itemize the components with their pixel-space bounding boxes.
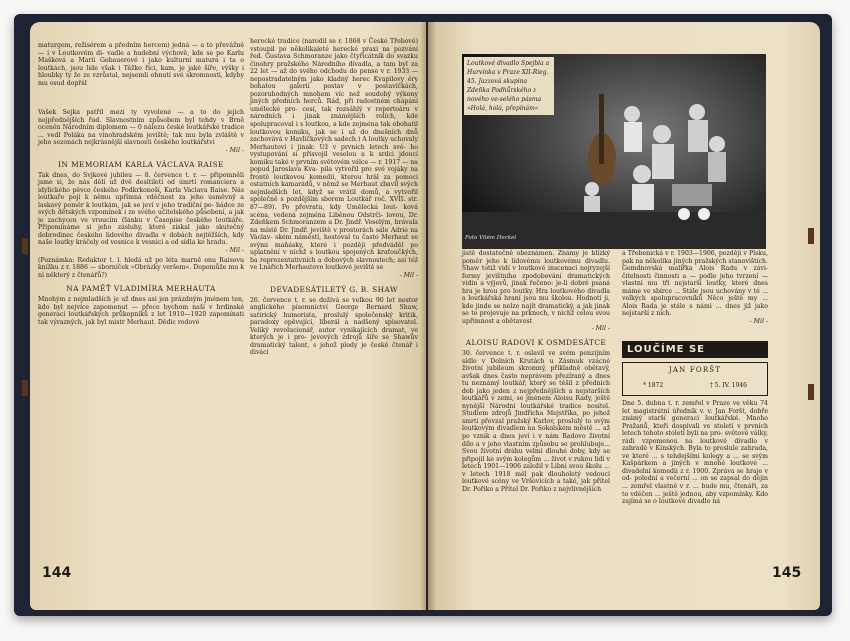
text-line: jménem Aloisu Rady, ještě nynější Národní [462,395,610,410]
signature: - Mil - [225,247,244,255]
text-line: Merhaut zbavil svých nejmladších let, [250,181,418,196]
text-line: válce — r. 1917 — na popud Jaroslava Kva- [250,158,418,174]
text-line: divadelní komedii z r. 1900. Zpráva se hraje v od- [622,467,768,483]
signature: - Mil - [591,325,610,333]
text-line: tu neznámý loutkář, který se těšil z [462,380,583,388]
text-line: ském náměstí, hostoval tu často Merhaut se [275,234,418,242]
text-line: 74 let magistrátní úředník v. v. Jan Foršt, [622,400,768,415]
text-line: Gemdnovská malířka Alois Radu v závi- [622,265,768,273]
text-line: jako čtyřicátník do svazku činohry pražského [250,53,419,68]
text-line: Mašková a Marii Gebauerové i jako kulturní [38,57,196,65]
right-col-2-obituary-text [622,400,768,506]
text-line: formy jevištního zpodobování dramatických [462,272,610,280]
text-line: Shaw, satirický humorista, proslulý společenský [250,304,418,319]
text-line: nejstarší z nich. [622,310,672,318]
text-line: vynikajících dramat, ve kterých je i pro- [250,326,418,342]
text-line: divadlo v zahradě v Kinských. Byla to proslule [622,437,768,453]
text-line: hraní jsou mu školou. Hodnotí ji, [504,295,611,303]
text-line: proslulý to svým loutkovým divadlem [462,417,610,433]
left-col-1 [38,42,244,326]
text-line: lovou, Dr. Zdeňkem Schmoranzem a Dr. Jindř. [250,211,418,227]
text-line: po jehož smrti převzal pražský Karlov, [462,410,610,425]
obituary-box [622,362,768,396]
text-line: ... bude mu, čtenáři, za to vděčen [622,483,768,498]
text-line: na Sokolském městě ... až po vznik [462,425,610,441]
text-line: sezonách nejkrásnější slavnosti českého [53,139,182,147]
text-line: svého odchodu do pense v r. 1933 — [299,68,418,76]
text-line: Třebové) vstoupil po několikaleté herecké [250,38,418,53]
text-line: zejména tak obohatil loutkovou komiku, [250,121,419,136]
text-line: praxi na pozvání řed. Gustava Schmoranze [250,45,418,61]
text-line: jdoucí komiku také v prvním světovém [250,151,418,166]
text-line: jak se i až do dnešních dnů zachovává v [250,128,418,144]
text-line: zapomenut — přece bychom naší v hrdinské [93,303,244,311]
text-line: Havlíčkových sadech.) A loutky uchovaly [290,136,418,144]
text-line: loutkovou komedii, kterou hrál za [273,173,396,181]
text-line: kráčely od vesnice k vesnici a od sídla [75,239,198,247]
editor-note: (Poznámka: Redaktor t. l. hledá už po léta marně onu Raisovu knížku z r. 1886 — sborníček »Obrázky veršem«. Dopomůže mu k ní některý z čtenářů?) [38,256,244,279]
text-line: slavnostech; asi též ve Lnářích [250,256,418,272]
text-line: loutkářství [181,139,215,147]
text-line: jeho zásluhy, které získal jako skutečný [98,224,244,232]
text-line: zahrada, ve které ... s tehdejšími [622,445,768,460]
text-line: loutkového divadla a loutkářská [462,287,610,303]
text-line: velmi dlouhé doby, kdy se připojil [462,448,610,463]
article-heading-rada: ALOISU RADOVI K OSMDESÁTCE [465,338,607,348]
text-line: — vlastní mu tři nejstarší loutky, které [622,272,768,288]
text-line: zachycen ve vroucím článku v Časopise [47,216,187,224]
text-line: nestor anglického písemnictví George Bernard [250,296,418,312]
binding-clip [22,238,28,254]
text-line: vzpomínky. Kdo zajímá se o loutkové divadlo ná [622,490,768,506]
text-line: pozoruhodných mnohem víc než soudobý [250,90,397,98]
text-line: kritik, paradoxy opěvující, liberál a nadšený [250,311,418,327]
text-line: v prvních letech tohoto století byli na pro- [622,422,768,438]
text-line: ve Vršovicích a také, jak přítel Dr. Pořiko [462,478,610,493]
text-line: výkony jiných předních herců. Rád, [250,90,418,106]
right-col-2 [622,250,768,325]
text-line: ková scéna, vedená zejména Liběnou Odstrči- [250,204,418,219]
text-line: lidí v letech 1901—1906 založil [462,455,610,471]
text-line: a Třebenická v r. 1903—1906, později v Písku, [622,250,768,257]
text-line: matura i ta o loutkách, jsou lide však i [38,57,244,72]
text-line: 26. července t. r. se dožívá se velkou 90 let [250,296,398,304]
page-number-left: 144 [42,565,72,581]
left-page [30,22,426,610]
text-line: Tak dnes, do Svjkové jubileu — 8. července [38,171,186,179]
text-line: jeviště; tak mu byla zvláště v jeho [38,131,244,147]
text-line: talent, s jehož plody je české čtenář i diváci [250,341,418,357]
signature: - Mil - [399,271,418,279]
text-line: dnes máme ve sbírce ... Stále [622,280,768,295]
text-line: a obětavost [496,317,533,325]
text-line: předních dob jako jeden z nejpřednějších [462,380,610,395]
obituary-born: * 1872 [643,382,664,389]
text-line: a nejstarších loutkářů v zemi, se [462,387,610,403]
binding-clip [808,384,814,400]
binding-clip [808,228,814,244]
text-line: v Libni svou školu ... v letech 1918 [462,463,610,478]
text-line: jistě dostatečně obeznámen. Známy je blízký [462,250,610,257]
text-line: jen prázdným jménem ten, kdo byl nejvíce [38,296,244,311]
text-line: dobře známý starší generaci loutkářské. [622,407,768,423]
text-line: Mnoho Pražanů, kteří dospívali ve století [622,415,768,430]
text-line: stále s námi ... dnes již jako [670,302,768,310]
text-line: životní jubileum skromný, příkladně obětavý, [462,365,610,373]
article-heading-merhaut: NA PAMĚŤ VLADIMÍRA MERHAUTA [66,284,216,294]
text-line: Dne 5. dubna t. r. zemřel v Praze ve věku [622,400,761,407]
text-line: spolupracovníků [650,295,708,303]
signature: - Mil - [749,317,768,325]
text-line: když se vrátil domů, a vytvořil společně s [250,188,418,204]
text-line: k loutkám, jak se jeví v jeho tradiční po- [86,201,217,209]
book-gutter [420,22,436,610]
text-line: kde spolupracoval i s loutkou, a kde [250,113,418,129]
text-line: t. r. — připomněli jsme si, že nás dělí už dvě [38,171,244,187]
text-line: a dnes jeví i v nám Radovo životní dílo [462,433,610,448]
binding-clip [22,380,28,396]
text-line: avšak dnes často neprávem přezíraný a dnes [462,372,610,380]
text-line: spisovatel. Veliký revolucionář, autor [250,319,418,334]
text-line: loutkářské tradice nositel. Studiem [462,402,610,418]
text-line: diplomem — 0 nálezu české loutkářské [96,124,222,132]
text-line: pak na několika jiných pražských stanovištích. [622,257,768,265]
photo-credit: Foto Vilém Heckel [465,235,517,241]
text-line: a jak jinak se to projevuje na [462,302,610,318]
text-line: pěvce českého Podkrkonoší, Karla Václava [72,186,210,194]
text-line: ty že ze vzrůstal, nejsemli ohnutí své [65,72,187,80]
signature: - Mil - [225,147,244,155]
text-line: světové války, rádi vzpomenou na loutkové [622,430,768,445]
text-line: Těžko říci, kam, je jaké šíře, výšky i hloubky [38,64,244,80]
left-col-2 [250,38,418,357]
text-line: jevových zdrojů šíře se Shawův dramatický [250,334,418,349]
text-line: Merhautovi i jinak: Už v prvních letech své- [250,143,411,151]
right-col-1 [462,250,610,493]
text-line: sídle v Dolních Krutách u Zásmuk vzácné [462,357,610,365]
obituary-name: JAN FORŠT [668,366,722,374]
text-line: polední a večerní ... on se zapsal [634,475,743,483]
text-line: kolegy a ... se svým Kašpárkem [622,452,769,468]
text-line: nejpřednějších řad. Slavnostním způsobem [38,116,185,124]
text-line: maturgem, režisérem a předním hercem) [38,42,173,49]
text-line: jeviště v prostorách sále Adrie na Václav- [250,226,418,242]
text-line: Merhautovo loutkové jeviště se [285,264,384,272]
text-line: českého loutkáře. Připomínáme si [38,216,244,232]
article-heading-rais: IN MEMORIAM KARLA VÁCLAVA RAISE [58,159,224,169]
text-line: při radostném chápání umělecké pro- [250,98,419,113]
text-line: svého učitelského působení, a jak je [38,209,245,224]
text-line: uplatnění v nichž s loutkou spojených [250,249,378,257]
article-heading-shaw: DEVADESÁTILETÝ G. B. SHAW [270,284,398,294]
text-line: psaná hra je hrou pro loutky. Hra [462,280,610,295]
text-line: měl pak dlouholetý vedoucí loutkové scény [462,470,610,486]
text-line: herecké tradice (narodil se r. 1868 v České [250,38,390,45]
text-line: prknech, v nichž celou svou upřímnost [462,310,610,325]
text-line: Vašek Sejka patřil mezi ty vyvolené — a to do jejich [38,109,244,117]
text-line: dobrodinec českého lidového divadla [38,231,163,239]
text-line: Shaw totiž vidí v loutkové inscenaci nejryzejší [462,265,610,273]
text-line: Něco ještě my ... Alois Rada je [622,295,768,310]
text-line: poměr jeho k lidovému loutkovému divadlu. [462,257,610,265]
text-line: jak byl mistr Merhaut. Dědic rodové [85,318,200,326]
text-line: byl tehdy v Brně oceněn Národním [38,116,244,132]
text-line: v národních i jinak známějších rolích, [250,105,418,121]
text-line: generaci loutkářských průkopníků z let [38,311,169,319]
text-line: pomoci ostatních kamarádů, v němž se [250,173,418,189]
text-line: desítiletí od úmrtí romanciera a idylického [38,179,245,194]
text-line: zdrojů Jindřicha Mejstříka, [491,410,583,418]
text-line: str. 87—89). Po převratu, kdy Umělecká lout- [250,196,418,212]
text-line: nepostradatelným jako kladný herec Kvapilovy éry [250,75,418,83]
text-line: cesí, tak rozsáhlý v repertoáru [302,105,415,113]
text-line: vděčnost za jeho úsměvný a laskavý poměr [38,194,244,209]
text-line: a v jeho vlastním způsobu se [475,440,570,448]
text-line: vadle a hudební výchově, kde se po Karlu [107,49,244,57]
text-line: do dějin ... zemřel vlastně v r. [622,475,768,491]
photo-caption: Loutkové divadlo Spejbla a Hurvínka v Praze XII-Rieg. 45. Jazzová skupina Zdeňka Podhůrského z nového ve-selého pásma »Holá, holá, přepínám« [464,57,554,115]
text-line: v dobách nejtěžších, kdy naše loutky [38,231,244,247]
text-line: bohatou galerií postav v postavičkách, [250,83,418,91]
text-line: ho vystupování si přisvojil veselou a k srdci [250,143,418,159]
text-line: ... ještě jednou, aby [654,490,719,498]
text-line: čitelnosti činnosti a — podle jeho tvrzení [622,272,762,280]
text-line: kraťoučkých, ba reprezentativních a dobových [250,249,418,264]
page-number-right: 145 [772,565,802,581]
text-line: Raise. Nás loutkaře pojí k němu upřímná [38,186,244,202]
text-line: 30. července t. r. oslavil ve svém penzijním [462,350,610,358]
text-line: prohlubuje... Svou životní dráhu [462,440,610,456]
section-bar-loucime-se: LOUČÍME SE [622,341,768,358]
text-line: pozdějším sborem Loutkář roč. XVII. [286,196,409,204]
text-line: vidin a výjevů, jinak řečeno: je-li dobré [462,280,592,288]
text-line: a jiných v mnohé loutkové ... [662,460,769,468]
text-line: tradice ... vedl Poláka na vinohradském [38,124,244,139]
text-line: Národního divadla, a tam byl za 22 let — až do [250,60,418,76]
text-line: svými maňásky, které i později předváděl po [250,241,418,249]
text-line: skromnosti, kdyby mu osud dopřál [38,72,244,87]
text-line: ke hradu. [197,239,228,247]
text-line: kde jinde se nelze najít dramatický, [462,302,577,310]
text-line: jsou uchovány v té ... velkých [622,287,768,303]
text-line: pila vytvořil pro své vojáky na frontě [250,166,418,181]
text-line: hádce ze svých dětských vzpomínek i ze [38,201,244,217]
text-line: ke svým kolegům ... život v rukou [486,455,595,463]
text-line: Mnohým z nejmladších je už dnes asi [38,296,160,304]
obituary-died: † 5. IV. 1946 [709,382,747,389]
text-line: Veselým, hrávala na místě Dr. Jindř. [250,219,418,234]
text-line: a Přítel Dr. Pořiko z nejvlivnějších [495,485,602,493]
text-line: jedná — a to převážně — i v Loutkovém di- [38,42,244,57]
text-line: 1910—1920 zapomínati tak výrazných, [38,311,244,326]
